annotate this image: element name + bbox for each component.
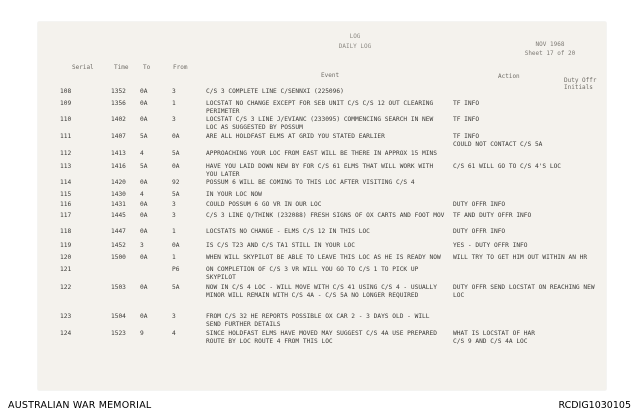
time-cell: 1452 [111, 242, 126, 249]
to-cell: 0A [140, 228, 148, 235]
action-cell: TF INFO [453, 100, 480, 107]
from-cell: 3 [172, 212, 176, 219]
event-cell: C/S 3 LINE Q/THINK (232088) FRESH SIGNS OF OX CARTS AND FOOT MOV [206, 212, 445, 219]
header-title: LOG [349, 33, 361, 40]
serial-cell: 118 [60, 228, 72, 235]
column-event: Event [321, 72, 340, 79]
event-cell: LOCSTAT C/S 3 LINE J/EVIANC (233095) COMMENCING SEARCH IN NEW LOC AS SUGGESTED BY POSSUM [206, 116, 434, 131]
time-cell: 1504 [111, 313, 126, 320]
event-cell: ARE ALL HOLDFAST ELMS AT GRID YOU STATED EARLIER [206, 133, 385, 140]
log-row [0, 330, 640, 354]
from-cell: 5A [172, 284, 180, 291]
time-cell: 1447 [111, 228, 126, 235]
to-cell: 4 [140, 191, 144, 198]
serial-cell: 122 [60, 284, 72, 291]
column-serial: Serial [72, 64, 94, 71]
to-cell: 0A [140, 254, 148, 261]
footer-reference: RCDIG1030105 [558, 400, 631, 411]
serial-cell: 109 [60, 100, 72, 107]
event-cell: COULD POSSUM 6 GO VR IN OUR LOC [206, 201, 322, 208]
time-cell: 1356 [111, 100, 126, 107]
to-cell: 5A [140, 163, 148, 170]
footer-source: AUSTRALIAN WAR MEMORIAL [8, 400, 152, 411]
from-cell: 1 [172, 228, 176, 235]
to-cell: 0A [140, 100, 148, 107]
serial-cell: 124 [60, 330, 72, 337]
header-sheet-number: Sheet 17 of 20 [524, 50, 576, 57]
to-cell: 0A [140, 212, 148, 219]
serial-cell: 120 [60, 254, 72, 261]
event-cell: IN YOUR LOC NOW [206, 191, 262, 198]
to-cell: 3 [140, 242, 144, 249]
event-cell: LOCSTAT NO CHANGE EXCEPT FOR SEB UNIT C/S C/S 12 OUT CLEARING PERIMETER [206, 100, 434, 115]
from-cell: 3 [172, 116, 176, 123]
serial-cell: 112 [60, 150, 72, 157]
action-cell: TF AND DUTY OFFR INFO [453, 212, 532, 219]
serial-cell: 114 [60, 179, 72, 186]
column-from: From [173, 64, 188, 71]
event-cell: C/S 3 COMPLETE LINE C/SENNXI (225096) [206, 88, 344, 95]
from-cell: P6 [172, 266, 180, 273]
time-cell: 1431 [111, 201, 126, 208]
action-cell: C/S 61 WILL GO TO C/S 4'S LOC [453, 163, 562, 170]
to-cell: 0A [140, 179, 148, 186]
from-cell: 3 [172, 88, 176, 95]
event-cell: ON COMPLETION OF C/S 3 VR WILL YOU GO TO C/S 1 TO PICK UP SKYPILOT [206, 266, 419, 281]
time-cell: 1413 [111, 150, 126, 157]
action-cell: DUTY OFFR INFO [453, 201, 506, 208]
from-cell: 5A [172, 150, 180, 157]
header-subtitle: DAILY LOG [338, 43, 372, 50]
from-cell: 0A [172, 242, 180, 249]
time-cell: 1420 [111, 179, 126, 186]
to-cell: 0A [140, 313, 148, 320]
action-cell: WHAT IS LOCSTAT OF HAR C/S 9 AND C/S 4A LOC [453, 330, 535, 345]
event-cell: WHEN WILL SKYPILOT BE ABLE TO LEAVE THIS LOC AS HE IS READY NOW [206, 254, 441, 261]
from-cell: 0A [172, 163, 180, 170]
to-cell: 0A [140, 201, 148, 208]
column-time: Time [114, 64, 129, 71]
action-cell: DUTY OFFR SEND LOCSTAT ON REACHING NEW LOC [453, 284, 595, 299]
serial-cell: 117 [60, 212, 72, 219]
action-cell: TF INFO COULD NOT CONTACT C/S 5A [453, 133, 543, 148]
time-cell: 1523 [111, 330, 126, 337]
event-cell: APPROACHING YOUR LOC FROM EAST WILL BE THERE IN APPROX 15 MINS [206, 150, 437, 157]
to-cell: 5A [140, 133, 148, 140]
serial-cell: 116 [60, 201, 72, 208]
from-cell: 3 [172, 201, 176, 208]
from-cell: 3 [172, 313, 176, 320]
event-cell: HAVE YOU LAID DOWN NEW BY FOR C/S 61 ELMS THAT WILL WORK WITH YOU LATER [206, 163, 434, 178]
header-date: NOV 1968 [535, 41, 565, 48]
time-cell: 1430 [111, 191, 126, 198]
event-cell: NOW IN C/S 4 LOC - WILL MOVE WITH C/S 41 USING C/S 4 - USUALLY MINOR WILL REMAIN WITH C/S 4A - C/S 5A NO LONGER REQUIRED [206, 284, 437, 299]
serial-cell: 121 [60, 266, 72, 273]
time-cell: 1500 [111, 254, 126, 261]
to-cell: 4 [140, 150, 144, 157]
event-cell: POSSUM 6 WILL BE COMING TO THIS LOC AFTER VISITING C/S 4 [206, 179, 415, 186]
time-cell: 1352 [111, 88, 126, 95]
action-cell: TF INFO [453, 116, 480, 123]
footer-bar [0, 393, 640, 417]
event-cell: SINCE HOLDFAST ELMS HAVE MOVED MAY SUGGEST C/S 4A USE PREPARED ROUTE BY LOC ROUTE 4 FROM THIS LOC [206, 330, 437, 345]
serial-cell: 111 [60, 133, 72, 140]
time-cell: 1445 [111, 212, 126, 219]
log-row [0, 284, 640, 308]
time-cell: 1503 [111, 284, 126, 291]
serial-cell: 113 [60, 163, 72, 170]
action-cell: DUTY OFFR INFO [453, 228, 506, 235]
column-to: To [143, 64, 151, 71]
serial-cell: 123 [60, 313, 72, 320]
to-cell: 0A [140, 88, 148, 95]
to-cell: 0A [140, 116, 148, 123]
from-cell: 5A [172, 191, 180, 198]
event-cell: IS C/S T23 AND C/S TA1 STILL IN YOUR LOC [206, 242, 356, 249]
column-action: Action [498, 73, 520, 80]
column-duty-initials: Duty Offr Initials [564, 77, 597, 91]
event-cell: LOCSTATS NO CHANGE - ELMS C/S 12 IN THIS LOC [206, 228, 370, 235]
action-cell: WILL TRY TO GET HIM OUT WITHIN AN HR [453, 254, 588, 261]
to-cell: 0A [140, 284, 148, 291]
from-cell: 92 [172, 179, 180, 186]
time-cell: 1407 [111, 133, 126, 140]
from-cell: 0A [172, 133, 180, 140]
event-cell: FROM C/S 32 HE REPORTS POSSIBLE OX CAR 2 - 3 DAYS OLD - WILL SEND FURTHER DETAILS [206, 313, 430, 328]
time-cell: 1402 [111, 116, 126, 123]
serial-cell: 108 [60, 88, 72, 95]
to-cell: 9 [140, 330, 144, 337]
serial-cell: 110 [60, 116, 72, 123]
from-cell: 1 [172, 254, 176, 261]
action-cell: YES - DUTY OFFR INFO [453, 242, 528, 249]
from-cell: 4 [172, 330, 176, 337]
time-cell: 1416 [111, 163, 126, 170]
from-cell: 1 [172, 100, 176, 107]
serial-cell: 115 [60, 191, 72, 198]
serial-cell: 119 [60, 242, 72, 249]
